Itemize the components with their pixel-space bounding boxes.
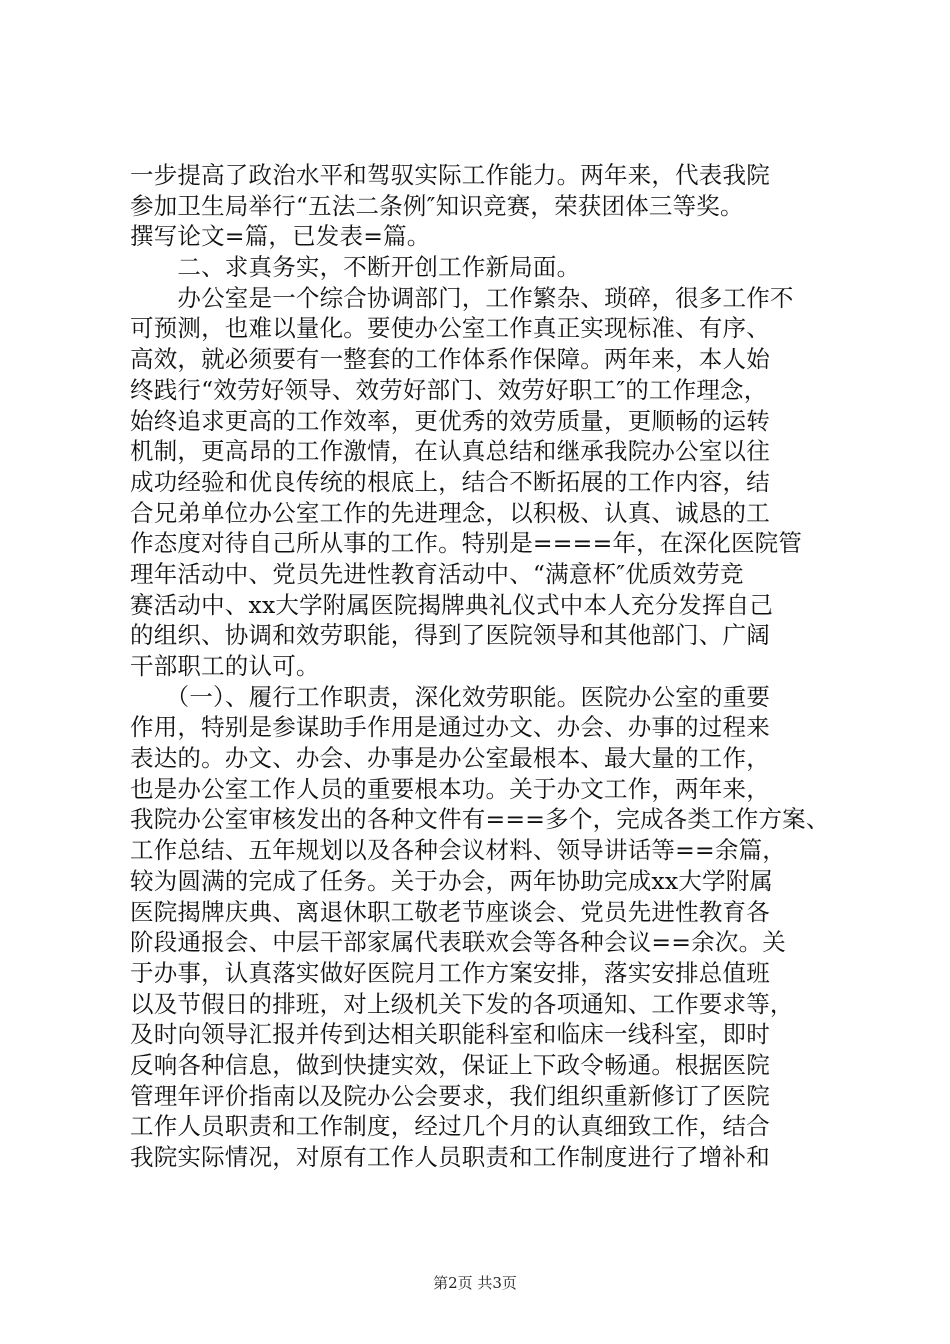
text-line: 合兄弟单位办公室工作的先进理念，以积极、认真、诚恳的工 xyxy=(130,498,770,527)
section-heading: 二、求真务实，不断开创工作新局面。 xyxy=(130,253,581,282)
text-line: 作用，特别是参谋助手作用是通过办文、办会、办事的过程来 xyxy=(130,713,770,742)
text-line: 也是办公室工作人员的重要根本功。关于办文工作，两年来， xyxy=(130,774,770,803)
text-line: 的组织、协调和效劳职能，得到了医院领导和其他部门、广阔 xyxy=(130,621,770,650)
text-line: 一步提高了政治水平和驾驭实际工作能力。两年来，代表我院 xyxy=(130,161,770,189)
text-line: 医院揭牌庆典、离退休职工敬老节座谈会、党员先进性教育各 xyxy=(130,897,770,926)
text-line: 我院办公室审核发出的各种文件有===多个，完成各类工作方案、 xyxy=(130,805,830,834)
text-line: 作态度对待自己所从事的工作。特别是====年，在深化医院管 xyxy=(130,529,803,558)
text-line: 理年活动中、党员先进性教育活动中、“满意杯″优质效劳竞 xyxy=(130,559,744,588)
text-line: 阶段通报会、中层干部家属代表联欢会等各种会议==余次。关 xyxy=(130,928,786,957)
text-line: 赛活动中、xx大学附属医院揭牌典礼仪式中本人充分发挥自己 xyxy=(130,590,774,619)
text-line: 及时向领导汇报并传到达相关职能科室和临床一线科室，即时 xyxy=(130,1020,770,1049)
text-line: 机制，更高昂的工作激情，在认真总结和继承我院办公室以往 xyxy=(130,437,770,466)
text-line: 工作人员职责和工作制度，经过几个月的认真细致工作，结合 xyxy=(130,1112,770,1141)
text-line: 干部职工的认可。 xyxy=(130,652,320,680)
text-line: 较为圆满的完成了任务。关于办会，两年协助完成xx大学附属 xyxy=(130,866,774,895)
text-line: 撰写论文=篇，已发表=篇。 xyxy=(130,222,431,251)
document-body xyxy=(130,160,830,1173)
text-line: 工作总结、五年规划以及各种会议材料、领导讲话等==余篇， xyxy=(130,836,786,865)
text-line: 以及节假日的排班，对上级机关下发的各项通知、工作要求等， xyxy=(130,989,794,1018)
text-line: 高效，就必须要有一整套的工作体系作保障。两年来，本人始 xyxy=(130,345,770,374)
text-line: 表达的。办文、办会、办事是办公室最根本、最大量的工作， xyxy=(130,744,770,773)
text-line: 可预测，也难以量化。要使办公室工作真正实现标准、有序、 xyxy=(130,314,770,343)
text-line: 反响各种信息，做到快捷实效，保证上下政令畅通。根据医院 xyxy=(130,1050,770,1079)
text-line: 管理年评价指南以及院办公会要求，我们组织重新修订了医院 xyxy=(130,1081,770,1110)
page-number-footer: 第2页 共3页 xyxy=(433,1274,517,1292)
text-line: 成功经验和优良传统的根底上，结合不断拓展的工作内容，结 xyxy=(130,467,770,496)
text-line: 于办事，认真落实做好医院月工作方案安排，落实安排总值班 xyxy=(130,958,770,987)
text-line: 我院实际情况，对原有工作人员职责和工作制度进行了增补和 xyxy=(130,1143,770,1171)
text-line: 始终追求更高的工作效率，更优秀的效劳质量，更顺畅的运转 xyxy=(130,406,770,435)
text-line: （一）、履行工作职责，深化效劳职能。医院办公室的重要 xyxy=(130,682,771,711)
text-line: 办公室是一个综合协调部门，工作繁杂、琐碎，很多工作不 xyxy=(130,283,794,312)
text-line: 参加卫生局举行“五法二条例″知识竞赛，荣获团体三等奖。 xyxy=(130,191,744,220)
text-line: 终践行“效劳好领导、效劳好部门、效劳好职工″的工作理念， xyxy=(130,375,768,404)
